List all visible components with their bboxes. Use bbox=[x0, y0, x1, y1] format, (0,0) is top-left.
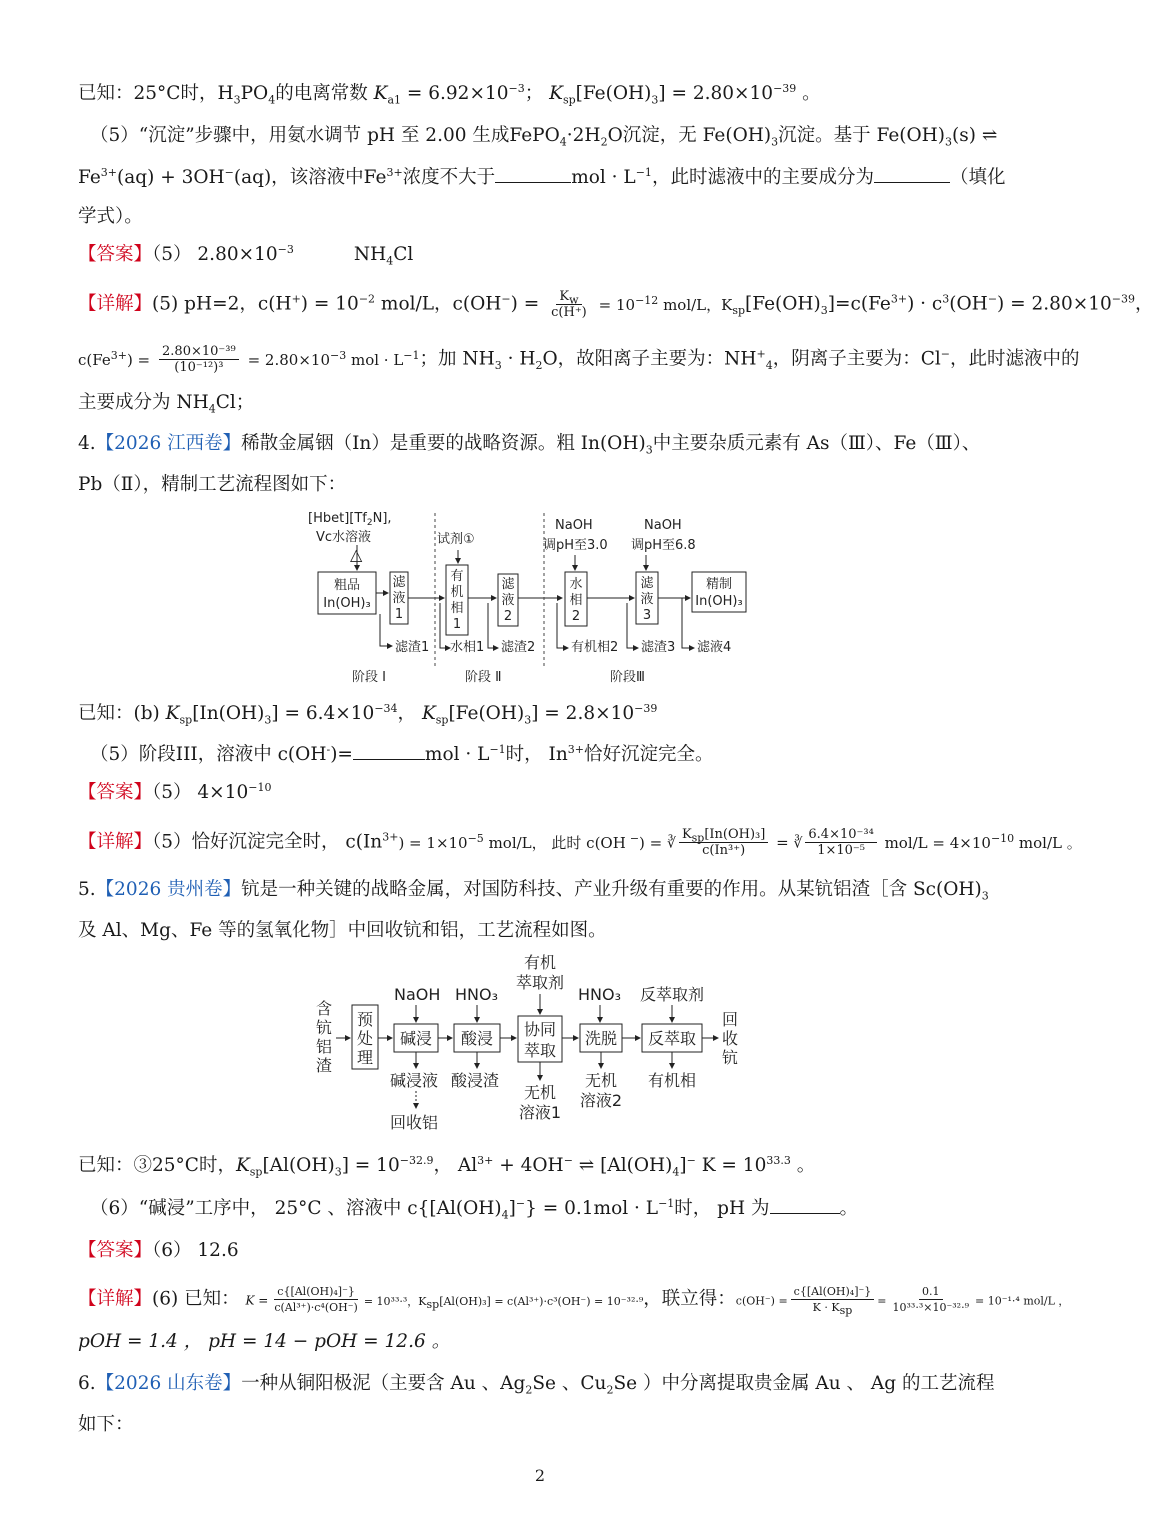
box-f1-c: 1 bbox=[394, 607, 404, 622]
ext-b: 萃取 bbox=[523, 1041, 557, 1060]
question-4-header: 4.【2026 江西卷】稀散金属铟（In）是重要的战略资源。粗 $In(OH)_3$中主要杂质元素有 As（Ⅲ）、Fe（Ⅲ）、 bbox=[78, 433, 981, 457]
flow1-out-r2: 滤渣2 bbox=[501, 640, 536, 655]
box-aq2-b: 相 bbox=[569, 593, 583, 608]
fraction: $\frac{K_w}{c(H^+)}$ bbox=[551, 289, 587, 320]
explanation-block-3-line-1: 【详解】(6) 已知： K = $\frac{\text{c\{[Al(OH)₄]⁻\}}}{\text{c(Al³⁺)·c⁴(OH⁻)}}$ = 10³³·³，$K_{sp}[Al(OH)_3] = c(Al^{3+})\cdot c^3(OH^-) = 10^{-32}\cdot^9$，联立得：c(OH⁻) = $\frac{\text{c\{[Al(OH)₄]⁻\}}}{K \cdot K_{sp}}$ = $\frac{0.1}{\text{10³³·³×10⁻³²·⁹}}$ = 10⁻¹·⁴ mol/L ， bbox=[78, 1285, 1070, 1318]
stage-3-label: 阶段Ⅲ bbox=[610, 670, 645, 685]
inorg2-a: 无机 bbox=[584, 1071, 618, 1090]
question-5-line-1: （5）“沉淀”步骤中，用氨水调节 pH 至 2.00 生成$FePO_4\cdot 2H_2O$沉淀，无 $Fe(OH)_3$沉淀。基于 $Fe(OH)_3(s)$ ⇌ bbox=[90, 125, 998, 149]
flow1-out-r1: 滤渣1 bbox=[395, 640, 430, 655]
known-line-1: 已知：25°C时，$H_3PO_4$的电离常数 $K_{a1} = 6.92\times 10^{-3}$； $K_{sp}[Fe(OH)_3] = 2.80\times 10^{-39}$ 。 bbox=[78, 81, 821, 107]
flow1-out-f4: 滤液4 bbox=[697, 640, 732, 655]
flow1-out-r3: 滤渣3 bbox=[641, 640, 676, 655]
recover-al: 回收铝 bbox=[390, 1113, 439, 1132]
question-5-line-3: 学式）。 bbox=[78, 206, 143, 227]
fraction: $\frac{\text{6.4×10⁻³⁴}}{\text{1×10⁻⁵}}$ bbox=[805, 827, 876, 858]
box-f1-a: 滤 bbox=[392, 575, 406, 590]
in-naoh: NaOH bbox=[394, 985, 441, 1004]
stage-2-label: 阶段 Ⅱ bbox=[465, 670, 502, 685]
answer-blank[interactable] bbox=[353, 759, 425, 760]
explanation-block-1-line-1: 【详解】(5) pH=2，$c(H^+) = 10^{-2}$ mol/L，c(OH−) = $\frac{K_w}{c(H^+)}$ = $10^{-12}$ mol/L，$K_{sp}[Fe(OH)_3]=c(Fe^{3+}) \cdot c^3(OH^-) = 2.80\times 10^{-39}$， bbox=[78, 289, 1154, 320]
feed-a: 含 bbox=[315, 999, 333, 1018]
out-acid: 酸浸渣 bbox=[451, 1071, 500, 1090]
in-rext: 反萃取剂 bbox=[640, 985, 705, 1004]
box-f2-a: 滤 bbox=[501, 577, 515, 592]
flow1-ph-2: 调pH至6.8 bbox=[631, 538, 696, 553]
box-f3-a: 滤 bbox=[640, 576, 654, 591]
box-wash: 洗脱 bbox=[584, 1029, 618, 1048]
flow1-out-w1: 水相1 bbox=[450, 640, 485, 655]
flow1-naoh-1: NaOH bbox=[555, 518, 593, 533]
flowchart-indium bbox=[300, 508, 770, 690]
pre-b: 处 bbox=[356, 1029, 374, 1048]
box-pure-a: 精制 bbox=[705, 577, 733, 592]
explanation-block-1-line-2: $c(Fe^{3+})$ = $\frac{\text{2.80×10⁻³⁹}}{\text{(10⁻¹²)³}}$ = $2.80\times 10^{-3}$ mol · $L^{-1}$；加 $NH_3 \cdot H_2O$，故阳离子主要为：$NH^+_4$，阴离子主要为：Cl−，此时滤液中的 bbox=[78, 344, 1080, 375]
question-6-line-2: 如下： bbox=[78, 1414, 134, 1435]
box-org1-d: 1 bbox=[452, 617, 462, 632]
flow1-reagent-2: Vc水溶液 bbox=[316, 530, 372, 545]
box-f3-b: 液 bbox=[640, 592, 654, 607]
pre-c: 理 bbox=[356, 1048, 374, 1067]
box-crude-2: In(OH)₃ bbox=[323, 596, 371, 611]
question-4-sub5: （5）阶段III，溶液中 c(OH-)= mol · $L^{-1}$时， $In^{3+}$恰好沉淀完全。 bbox=[90, 742, 714, 765]
flow1-reagent-s1: 试剂① bbox=[437, 532, 475, 547]
box-alkali: 碱浸 bbox=[399, 1029, 433, 1048]
answer-block-1: 【答案】（5） $2.80\times 10^{-3}$ $NH_4Cl$ bbox=[78, 242, 414, 268]
page-number: 2 bbox=[534, 1466, 546, 1485]
answer-blank[interactable] bbox=[770, 1213, 840, 1214]
feed-c: 铝 bbox=[315, 1037, 333, 1056]
flowchart-scandium bbox=[310, 950, 750, 1138]
out-org: 有机相 bbox=[648, 1071, 697, 1090]
in-org-a: 有机 bbox=[523, 953, 557, 972]
stage-1-label: 阶段 Ⅰ bbox=[352, 670, 386, 685]
box-org1-c: 相 bbox=[450, 601, 464, 616]
in-org-b: 萃取剂 bbox=[515, 973, 565, 992]
box-f2-b: 液 bbox=[501, 593, 515, 608]
flow1-ph-1: 调pH至3.0 bbox=[543, 538, 608, 553]
inorg1-a: 无机 bbox=[523, 1083, 557, 1102]
heat-symbol: △ bbox=[350, 545, 363, 564]
inorg2-b: 溶液2 bbox=[579, 1091, 623, 1110]
box-f2-c: 2 bbox=[503, 609, 513, 624]
explanation-block-1-line-3: 主要成分为 $NH_4Cl$； bbox=[78, 392, 255, 416]
box-org1-b: 机 bbox=[450, 585, 464, 600]
question-5-header: 5.【2026 贵州卷】钪是一种关键的战略金属，对国防科技、产业升级有重要的作用。从某钪铝渣［含 $Sc(OH)_3$ bbox=[78, 879, 989, 903]
box-reextract: 反萃取 bbox=[647, 1029, 697, 1048]
in-hno3-a: HNO₃ bbox=[455, 985, 499, 1004]
in-hno3-b: HNO₃ bbox=[578, 985, 622, 1004]
box-f1-b: 液 bbox=[392, 591, 406, 606]
feed-d: 渣 bbox=[315, 1056, 333, 1075]
box-pure-b: In(OH)₃ bbox=[695, 594, 743, 609]
inorg1-b: 溶液1 bbox=[518, 1103, 562, 1122]
answer-blank[interactable] bbox=[495, 182, 571, 183]
flow1-reagent-1: [Hbet][Tf bbox=[308, 511, 367, 526]
answer-blank[interactable] bbox=[874, 182, 950, 183]
fraction: $\frac{0.1}{\text{10³³·³×10⁻³²·⁹}}$ bbox=[892, 1285, 969, 1314]
flow1-naoh-2: NaOH bbox=[644, 518, 682, 533]
answer-block-2: 【答案】（5） $4\times 10^{-10}$ bbox=[78, 780, 272, 803]
flow1-out-o2: 有机相2 bbox=[571, 640, 619, 655]
fraction: $\frac{\text{2.80×10⁻³⁹}}{\text{(10⁻¹²)³}}$ bbox=[159, 344, 239, 375]
box-acid: 酸浸 bbox=[460, 1029, 494, 1048]
explanation-block-3-line-2: pOH = 1.4 ， pH = 14 − pOH = 12.6 。 bbox=[78, 1331, 451, 1352]
svg-text:[Hbet][Tf2N],: $[Hbet][Tf_2N]$, bbox=[308, 511, 392, 528]
fraction: $\frac{\text{c\{[Al(OH)₄]⁻\}}}{\text{c(Al³⁺)·c⁴(OH⁻)}}$ bbox=[274, 1285, 358, 1314]
box-aq2-c: 2 bbox=[571, 609, 581, 624]
question-5-line-2b: 及 Al、Mg、Fe 等的氢氧化物］中回收钪和铝，工艺流程如图。 bbox=[78, 920, 607, 941]
known-line-2: 已知：(b) $K_{sp}[In(OH)_3] = 6.4\times 10^{-34}$， $K_{sp}[Fe(OH)_3] = 2.8\times 10^{-39}$ bbox=[78, 701, 658, 727]
question-5-line-2: $Fe^{3+}(aq) + 3OH^-(aq)$，该溶液中$Fe^{3+}$浓度不大于 mol · $L^{-1}$，此时滤液中的主要成分为 （填化 bbox=[78, 165, 1006, 188]
feed-b: 钪 bbox=[315, 1018, 333, 1037]
ext-a: 协同 bbox=[523, 1020, 557, 1039]
prod-c: 钪 bbox=[721, 1048, 739, 1067]
question-4-line-2: Pb（Ⅱ），精制工艺流程图如下： bbox=[78, 474, 347, 495]
question-5-sub6: （6）“碱浸”工序中， 25°C 、溶液中 $c\{[Al(OH)_4]^-\} = 0.1mol \cdot L^{-1}$时， pH 为 。 bbox=[90, 1196, 859, 1222]
known-line-3: 已知：③25°C时，$K_{sp}[Al(OH)_3] = 10^{-32.9}$， $Al^{3+} + 4OH^-$ ⇌ $[Al(OH)_4]^-$ $K = 10^{33.3}$ 。 bbox=[78, 1153, 816, 1179]
question-6-header: 6.【2026 山东卷】一种从铜阳极泥（主要含 Au 、$Ag_2Se$ 、$Cu_2Se$ ）中分离提取贵金属 Au 、 Ag 的工艺流程 bbox=[78, 1373, 995, 1397]
fraction: $\frac{\text{c\{[Al(OH)₄]⁻\}}}{K \cdot K_{sp}}$ bbox=[791, 1284, 875, 1315]
out-alkali: 碱浸液 bbox=[390, 1071, 439, 1090]
box-f3-c: 3 bbox=[642, 608, 652, 623]
explanation-block-2: 【详解】（5）恰好沉淀完全时， $c(In^{3+}) = 1\times 10^{-5}$ mol/L， 此时 c(OH −) = ∛ $\frac{K_{sp}[In(OH)_3]}{\text{c(In³⁺)}}$ = ∛ $\frac{\text{6.4×10⁻³⁴}}{\text{1×10⁻⁵}}$ $mol/L = 4\times 10^{-10}$ mol/L 。 bbox=[78, 827, 1082, 858]
pre-a: 预 bbox=[356, 1010, 374, 1029]
prod-b: 收 bbox=[721, 1029, 739, 1048]
prod-a: 回 bbox=[721, 1010, 739, 1029]
box-org1-a: 有 bbox=[450, 569, 464, 584]
box-aq2-a: 水 bbox=[569, 577, 583, 592]
box-crude-1: 粗品 bbox=[333, 578, 361, 593]
fraction: $\frac{K_{sp}[In(OH)_3]}{\text{c(In³⁺)}}$ bbox=[679, 827, 768, 858]
answer-block-3: 【答案】（6） 12.6 bbox=[78, 1240, 239, 1261]
